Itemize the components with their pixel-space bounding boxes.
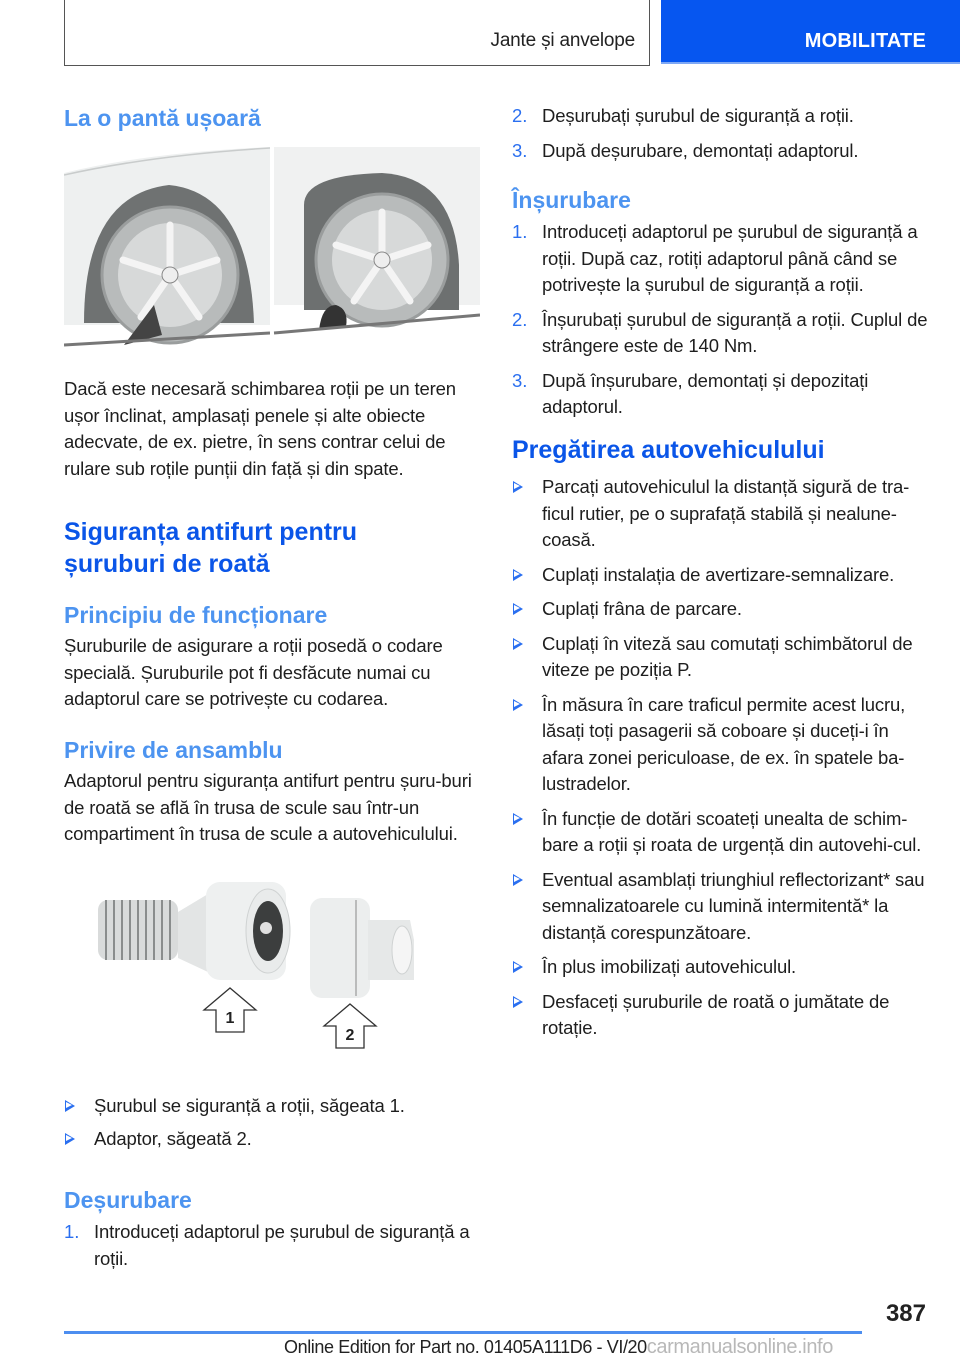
step-item: 3. După deșurubare, demontați adaptorul.: [512, 139, 859, 161]
list-item: Eventual asamblați triunghiul reflectorizant* sau semnalizatoarele cu lumină intermitentă* la distanță corespunzătoare.: [512, 867, 932, 947]
edition-text: Online Edition for Part no. 01405A111D6 - VI/20: [284, 1337, 647, 1357]
step-item: 2. Înșurubați șurubul de siguranță a roții. Cuplul de strângere este de 140 Nm.: [512, 308, 928, 356]
screw-steps: [512, 219, 932, 421]
watermark-link[interactable]: carmanualsonline.info: [646, 1336, 833, 1358]
car-wheel-illustration: [64, 145, 480, 350]
triangle-bullet-icon: [513, 481, 523, 493]
antitheft-heading: [64, 516, 484, 580]
step-item: 3. După înșurubare, demontați și depozitați adaptorul.: [512, 369, 869, 417]
triangle-bullet-icon: [513, 813, 523, 825]
step-item: 1. Introduceți adaptorul pe șurubul de siguranță a roții. După caz, rotiți adaptorul până când se potrivește la șurubul de siguranță a roții.: [512, 221, 918, 295]
list-item: Cuplați frâna de parcare.: [512, 596, 932, 623]
principle-heading: Principiu de funcționare: [64, 602, 328, 628]
list-item: Șurubul se siguranță a roții, săgeata 1.: [64, 1093, 484, 1120]
triangle-bullet-icon: [65, 1100, 75, 1112]
footer-divider: [64, 1331, 862, 1334]
arrow-1-label: 1: [225, 1010, 235, 1027]
list-item: În plus imobilizați autovehiculul.: [512, 954, 932, 981]
list-item: Desfaceți șuruburile de roată o jumătate de rotație.: [512, 989, 932, 1042]
slope-paragraph: Dacă este necesară schimbarea roții pe un teren ușor înclinat, amplasați penele și alte obiecte adecvate, de ex. pietre, în sens contrar celui de rulare sub roțile punții din față și din spate.: [64, 378, 456, 479]
list-item: În măsura în care traficul permite acest lucru, lăsați toți pasagerii să coboare și duceți-i în afara zonei periculoase, de ex. în spatele ba-lustradelor.: [512, 692, 932, 798]
unscrew-steps-left: [64, 1219, 484, 1272]
screw-heading: Înșurubare: [512, 187, 631, 213]
list-item: Cuplați în viteză sau comutați schimbătorul de viteze pe poziția P.: [512, 631, 932, 684]
principle-paragraph: Șuruburile de asigurare a roții posedă o codare specială. Șuruburile pot fi desfăcute numai cu adaptorul care se potrivește cu codarea.: [64, 635, 443, 709]
footer-edition: [284, 1336, 833, 1359]
arrow-2-label: 2: [345, 1027, 355, 1044]
overview-paragraph: Adaptorul pentru siguranța antifurt pentru șuru-buri de roată se află în trusa de scule sau într-un compartiment în trusa de scule a autovehiculului.: [64, 770, 472, 844]
figure-legend-list: [64, 1093, 484, 1152]
section-title: Jante și anvelope: [490, 30, 635, 51]
page-number: 387: [885, 1300, 926, 1327]
step-item: 2. Deșurubați șurubul de siguranță a roții.: [512, 105, 854, 126]
chapter-tab: [661, 0, 960, 64]
locking-bolt-illustration: [88, 880, 418, 1060]
triangle-bullet-icon: [65, 1133, 75, 1145]
antitheft-heading-line1: Siguranța antifurt pentru: [64, 518, 358, 546]
triangle-bullet-icon: [513, 961, 523, 973]
triangle-bullet-icon: [513, 569, 523, 581]
triangle-bullet-icon: [513, 996, 523, 1008]
antitheft-heading-line2: șuruburi de roată: [64, 550, 270, 578]
running-header: [64, 0, 650, 66]
unscrew-heading: Deșurubare: [64, 1187, 192, 1213]
list-item: Adaptor, săgeată 2.: [64, 1126, 484, 1153]
list-item: Cuplați instalația de avertizare-semnalizare.: [512, 562, 932, 589]
triangle-bullet-icon: [513, 638, 523, 650]
chapter-tab-label: MOBILITATE: [804, 30, 926, 52]
triangle-bullet-icon: [513, 603, 523, 615]
step-item: 1. Introduceți adaptorul pe șurubul de siguranță a roții.: [64, 1221, 470, 1269]
triangle-bullet-icon: [513, 699, 523, 711]
list-item: În funcție de dotări scoateți unealta de schim-bare a roții și roata de urgență din autovehi-cul.: [512, 806, 932, 859]
list-item: Parcați autovehiculul la distanță sigură de tra-ficul rutier, pe o suprafață stabilă și nealune-coasă.: [512, 474, 932, 554]
triangle-bullet-icon: [513, 874, 523, 886]
slope-heading: La o pantă ușoară: [64, 105, 261, 131]
unscrew-steps-right: [512, 103, 932, 164]
overview-heading: Privire de ansamblu: [64, 737, 283, 763]
prep-heading: Pregătirea autovehiculului: [512, 436, 825, 464]
prep-bullets: [512, 474, 932, 1042]
